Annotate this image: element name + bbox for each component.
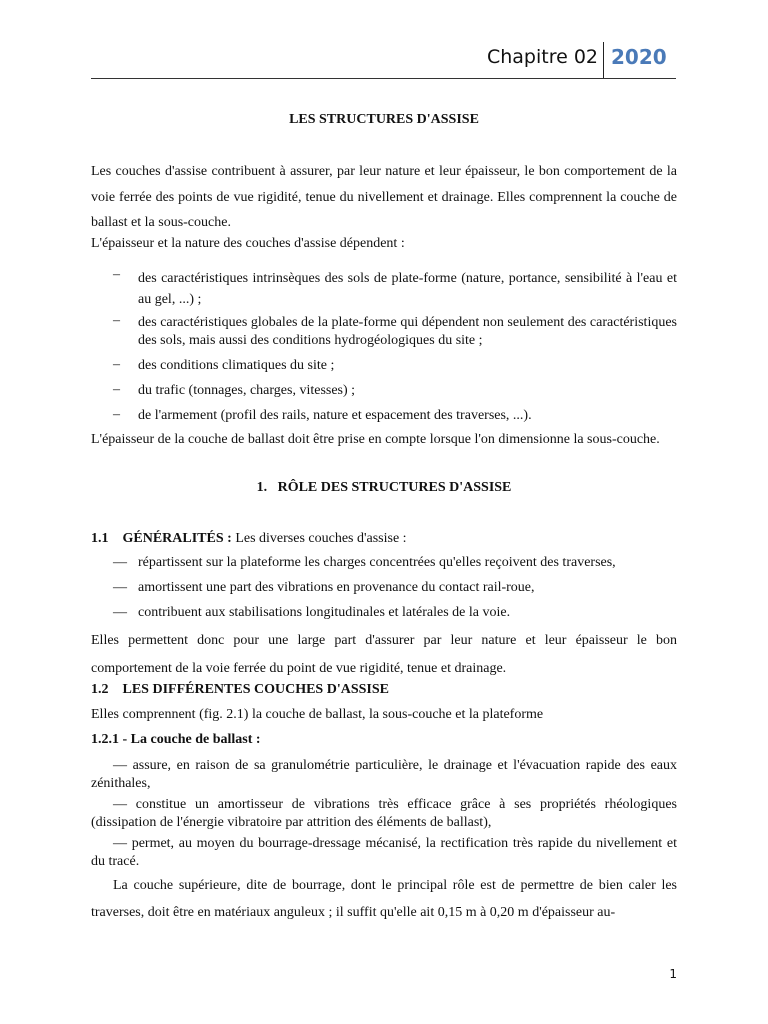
tamping-layer-paragraph: La couche supérieure, dite de bourrage, dont le principal rôle est de permettre de bien caler les traverses, doit être en matériaux anguleux ; il suffit qu'elle ait 0,15 m à 0,20 m d'épaisseur au-	[91, 878, 677, 920]
section-heading	[0, 480, 768, 496]
ballast-role-item: — assure, en raison de sa granulométrie particulière, le drainage et l'évacuation rapide des eaux zénithales,	[91, 758, 677, 791]
sub-subsection-heading: 1.2.1 - La couche de ballast :	[91, 732, 261, 747]
list-dash: –	[113, 382, 120, 397]
subsection-number: 1.2	[91, 682, 109, 697]
list-dash: –	[113, 357, 120, 372]
subsection-title: LES DIFFÉRENTES COUCHES D'ASSISE	[122, 682, 389, 697]
section-title: RÔLE DES STRUCTURES D'ASSISE	[277, 480, 512, 495]
header-rule	[91, 78, 676, 79]
list-dash: —	[113, 605, 127, 620]
list-dash: —	[113, 580, 127, 595]
list-item: répartissent sur la plateforme les charges concentrées qu'elles reçoivent des traverses,	[138, 555, 616, 570]
page-number: 1	[669, 967, 677, 981]
list-item: des conditions climatiques du site ;	[138, 358, 335, 373]
section-number: 1.	[256, 480, 268, 495]
list-item: amortissent une part des vibrations en provenance du contact rail-roue,	[138, 580, 535, 595]
list-item: des caractéristiques intrinsèques des sols de plate-forme (nature, portance, sensibilité à l'eau et au gel, ...) ;	[138, 271, 677, 307]
layers-paragraph: Elles comprennent (fig. 2.1) la couche de ballast, la sous-couche et la plateforme	[91, 707, 544, 722]
intro-lead: L'épaisseur et la nature des couches d'assise dépendent :	[91, 236, 405, 251]
subsection-number: 1.1	[91, 531, 109, 546]
header-chapter: Chapitre 02	[486, 46, 598, 68]
list-item: des caractéristiques globales de la plate-forme qui dépendent non seulement des caractéristiques des sols, mais aussi des conditions hydrogéologiques du site ;	[138, 315, 677, 348]
list-dash: –	[113, 407, 120, 422]
ballast-role-item: — constitue un amortisseur de vibrations très efficace grâce à ses propriétés rhéologiques (dissipation de l'énergie vibratoire par attrition des éléments de ballast),	[91, 797, 677, 830]
subsection-heading	[91, 682, 677, 698]
subsection-lead: Les diverses couches d'assise :	[231, 531, 407, 546]
subsection-title: GÉNÉRALITÉS :	[122, 531, 232, 546]
list-item: contribuent aux stabilisations longitudinales et latérales de la voie.	[138, 605, 511, 620]
page-title: LES STRUCTURES D'ASSISE	[289, 112, 479, 127]
header-separator	[603, 42, 604, 78]
list-item: de l'armement (profil des rails, nature et espacement des traverses, ...).	[138, 408, 532, 423]
list-dash: –	[113, 267, 120, 282]
intro-paragraph: Les couches d'assise contribuent à assurer, par leur nature et leur épaisseur, le bon comportement de la voie ferrée des points de vue rigidité, tenue du nivellement et drainage. Elles comprennent la couche de ballast et la sous-couche.	[91, 164, 677, 230]
list-dash: –	[113, 313, 120, 328]
list-dash: —	[113, 555, 127, 570]
header-year: 2020	[611, 45, 667, 69]
ballast-role-item: — permet, au moyen du bourrage-dressage mécanisé, la rectification très rapide du nivellement et du tracé.	[91, 836, 677, 869]
list-item: du trafic (tonnages, charges, vitesses) ;	[138, 383, 356, 398]
generalities-paragraph: Elles permettent donc pour une large part d'assurer par leur nature et leur épaisseur le bon comportement de la voie ferrée du point de vue rigidité, tenue et drainage.	[91, 633, 677, 676]
subsection-heading	[91, 531, 677, 547]
ballast-note-paragraph: L'épaisseur de la couche de ballast doit être prise en compte lorsque l'on dimensionne la sous-couche.	[91, 432, 660, 447]
